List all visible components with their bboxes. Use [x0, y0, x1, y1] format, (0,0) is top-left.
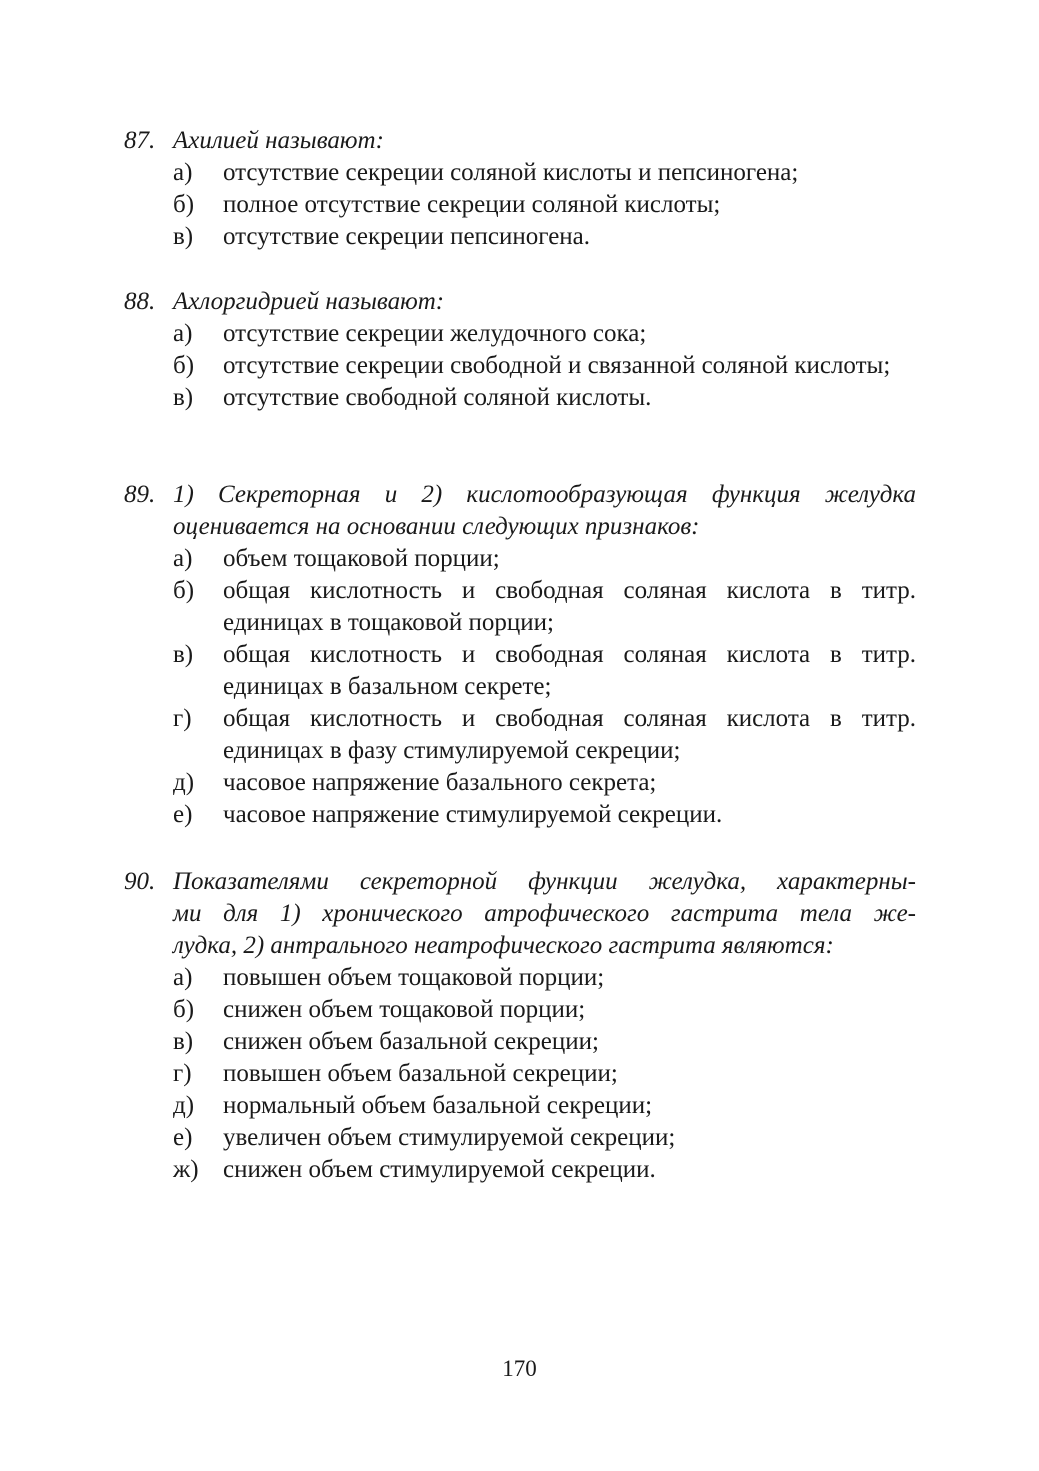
- answer-option: [173, 994, 916, 1026]
- option-label: е): [173, 801, 193, 828]
- option-label: д): [173, 769, 195, 796]
- option-text: повышен объем базальной секреции;: [223, 1060, 618, 1087]
- answer-option: [173, 1026, 916, 1058]
- option-text: отсутствие секреции желудочного сока;: [223, 320, 647, 347]
- option-label: е): [173, 1124, 193, 1151]
- answer-option: [173, 543, 916, 575]
- option-text: часовое напряжение базального секрета;: [223, 769, 657, 796]
- option-label: а): [173, 159, 193, 186]
- answer-option: [173, 350, 916, 382]
- option-label: б): [173, 191, 195, 218]
- question-stem: [173, 866, 916, 962]
- question-header: [124, 479, 916, 543]
- answer-option: [173, 962, 916, 994]
- option-text: снижен объем тощаковой порции;: [223, 996, 586, 1023]
- option-text: отсутствие секреции пепсиногена.: [223, 223, 591, 250]
- question-number: 87.: [124, 127, 156, 154]
- option-text: часовое напряжение стимулируемой секреции.: [223, 801, 723, 828]
- question-stem: Ахилией называют:: [173, 127, 384, 154]
- question-number: 88.: [124, 288, 156, 315]
- option-text: снижен объем базальной секреции;: [223, 1028, 599, 1055]
- question-90: [124, 866, 916, 1186]
- option-label: в): [173, 1028, 194, 1055]
- option-label: б): [173, 996, 195, 1023]
- option-label: в): [173, 223, 194, 250]
- answer-option: [173, 1154, 916, 1186]
- option-label: г): [173, 1060, 192, 1087]
- question-stem-line: ми для 1) хронического атрофического гастрита тела же-: [173, 900, 916, 927]
- option-text: снижен объем стимулируемой секреции.: [223, 1156, 656, 1183]
- answer-option: [173, 767, 916, 799]
- page-number: 170: [502, 1356, 537, 1381]
- option-text: отсутствие секреции свободной и связанной соляной кислоты;: [223, 352, 891, 379]
- question-number: 90.: [124, 868, 156, 895]
- question-number: 89.: [124, 481, 156, 508]
- option-text: увеличен объем стимулируемой секреции;: [223, 1124, 676, 1151]
- answer-option: [173, 1122, 916, 1154]
- question-87: [124, 125, 916, 253]
- question-header: [124, 125, 916, 157]
- option-text: повышен объем тощаковой порции;: [223, 964, 605, 991]
- question-89: [124, 479, 916, 831]
- question-header: [124, 286, 916, 318]
- option-text: отсутствие свободной соляной кислоты.: [223, 384, 652, 411]
- answer-option: [173, 382, 916, 414]
- answer-option: [173, 639, 916, 703]
- answer-option: [173, 318, 916, 350]
- option-label: г): [173, 705, 192, 732]
- answer-option: [173, 157, 916, 189]
- option-label: а): [173, 964, 193, 991]
- answer-option: [173, 189, 916, 221]
- question-stem-line: Показателями секреторной функции желудка, характерны-: [173, 868, 916, 895]
- option-text: полное отсутствие секреции соляной кислоты;: [223, 191, 721, 218]
- answer-option: [173, 221, 916, 253]
- answer-option: [173, 703, 916, 767]
- question-stem: Ахлоргидрией называют:: [173, 288, 445, 315]
- question-88: [124, 286, 916, 414]
- question-stem: 1) Секреторная и 2) кислотообразующая функция желудка оценивается на основании следующих признаков:: [173, 481, 916, 540]
- option-text: общая кислотность и свободная соляная кислота в титр. единицах в базальном секрете;: [223, 641, 916, 700]
- option-label: а): [173, 545, 193, 572]
- answer-option: [173, 799, 916, 831]
- question-header: [124, 866, 916, 962]
- answer-option: [173, 1090, 916, 1122]
- option-label: б): [173, 577, 195, 604]
- option-text: общая кислотность и свободная соляная кислота в титр. единицах в тощаковой порции;: [223, 577, 916, 636]
- answer-option: [173, 1058, 916, 1090]
- option-label: а): [173, 320, 193, 347]
- option-label: б): [173, 352, 195, 379]
- option-label: д): [173, 1092, 195, 1119]
- option-text: нормальный объем базальной секреции;: [223, 1092, 653, 1119]
- option-text: отсутствие секреции соляной кислоты и пепсиногена;: [223, 159, 799, 186]
- option-text: общая кислотность и свободная соляная кислота в титр. единицах в фазу стимулируемой секреции;: [223, 705, 916, 764]
- option-label: в): [173, 384, 194, 411]
- answer-option: [173, 575, 916, 639]
- option-label: ж): [173, 1156, 199, 1183]
- option-text: объем тощаковой порции;: [223, 545, 500, 572]
- option-label: в): [173, 641, 194, 668]
- question-stem-line: лудка, 2) антрального неатрофического гастрита являются:: [173, 932, 834, 959]
